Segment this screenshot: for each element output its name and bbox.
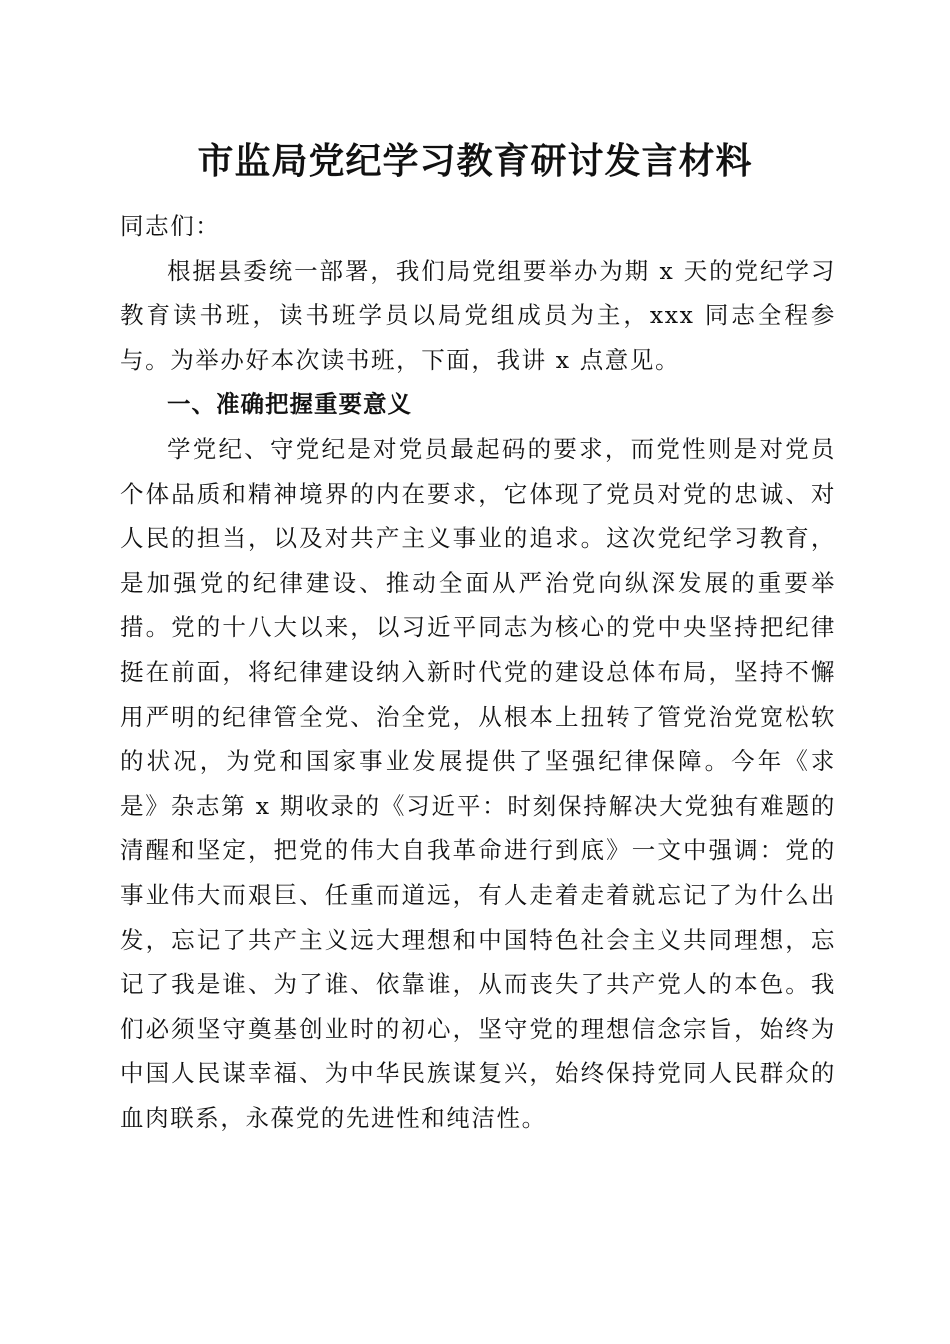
paragraph-intro: 根据县委统一部署，我们局党组要举办为期 x 天的党纪学习教育读书班，读书班学员以局党组成员为主，xxx 同志全程参与。为举办好本次读书班，下面，我讲 x 点意见。 [120, 256, 836, 374]
paragraph-significance: 学党纪、守党纪是对党员最起码的要求，而党性则是对党员个体品质和精神境界的内在要求，它体现了党员对党的忠诚、对人民的担当，以及对共产主义事业的追求。这次党纪学习教育，是加强党的纪律建设、推动全面从严治党向纵深发展的重要举措。党的十八大以来，以习近平同志为核心的党中央坚持把纪律挺在前面，将纪律建设纳入新时代党的建设总体布局，坚持不懈用严明的纪律管全党、治全党，从根本上扭转了管党治党宽松软的状况，为党和国家事业发展提供了坚强纪律保障。今年《求是》杂志第 x 期收录的《习近平：时刻保持解决大党独有难题的清醒和坚定，把党的伟大自我革命进行到底》一文中强调：党的事业伟大而艰巨、任重而道远，有人走着走着就忘记了为什么出发，忘记了共产主义远大理想和中国特色社会主义共同理想，忘记了我是谁、为了谁、依靠谁，从而丧失了共产党人的本色。我们必须坚守奠基创业时的初心，坚守党的理想信念宗旨，始终为中国人民谋幸福、为中华民族谋复兴，始终保持党同人民群众的血肉联系，永葆党的先进性和纯洁性。 [120, 434, 836, 1132]
document-body [120, 204, 836, 1140]
salutation: 同志们： [120, 212, 221, 240]
section-heading: 一、准确把握重要意义 [167, 390, 412, 419]
document-title: 市监局党纪学习教育研讨发言材料 [197, 140, 753, 182]
